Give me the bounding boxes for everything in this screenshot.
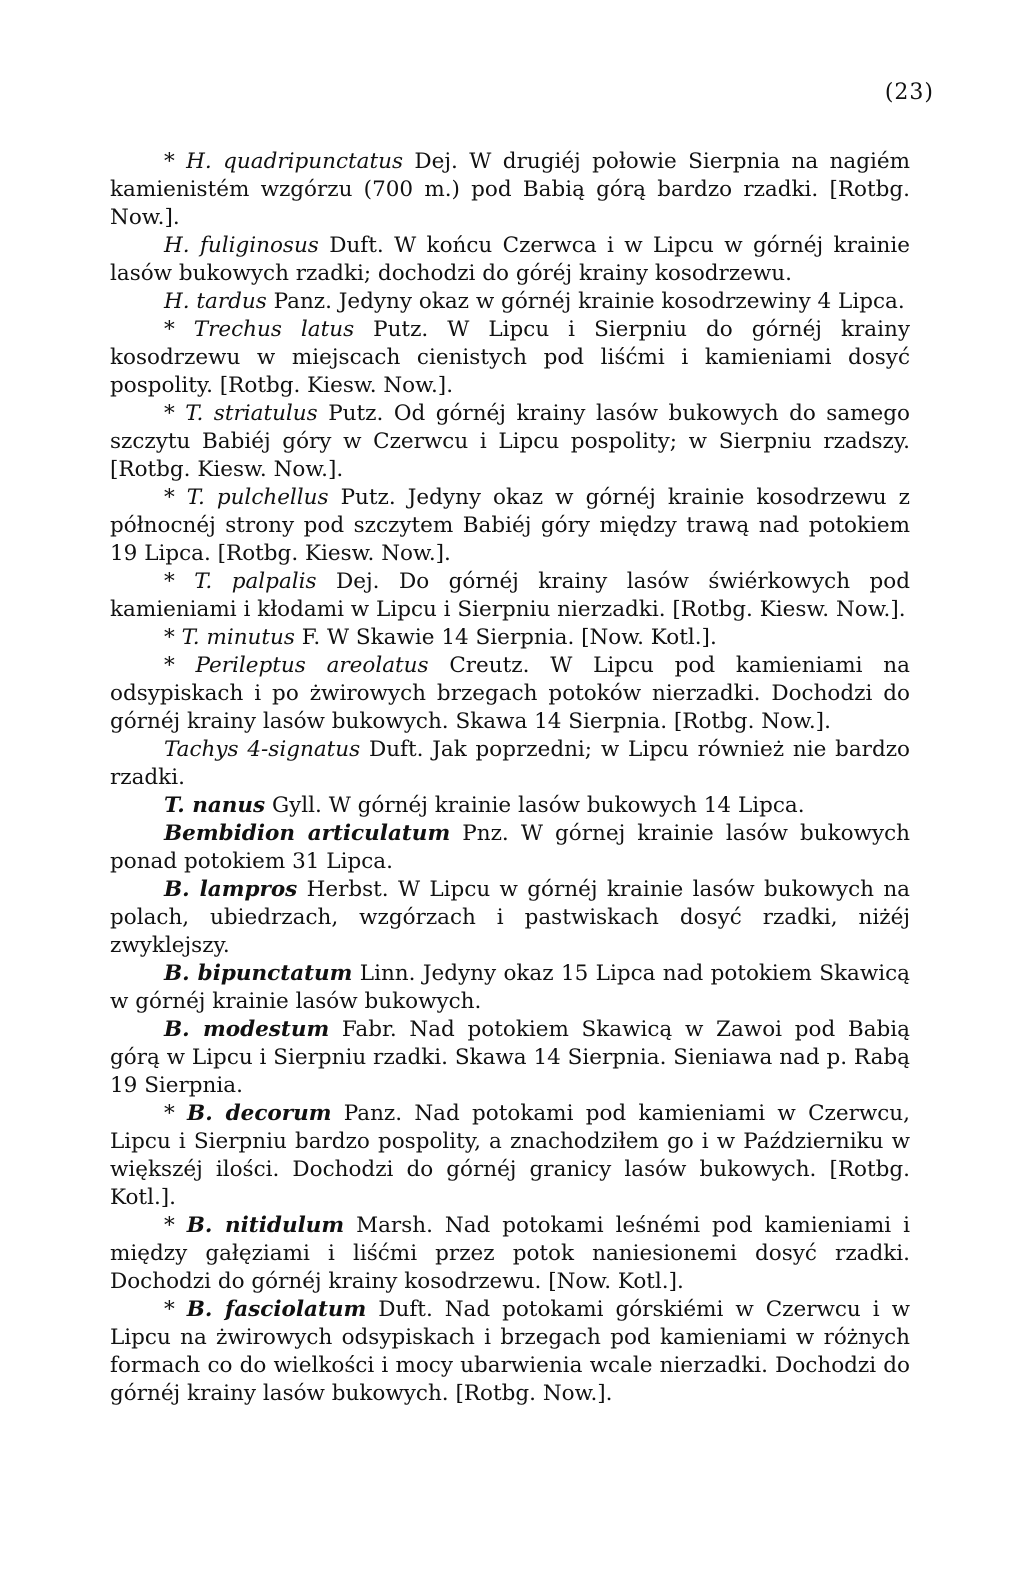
species-name: Perileptus areolatus	[195, 653, 429, 678]
species-entry	[110, 400, 910, 484]
species-entry	[110, 876, 910, 960]
species-description: Herbst. W Lipcu w górnéj krainie lasów bukowych na polach, ubiedrzach, wzgórzach i pastwiskach dosyć rzadki, niżéj zwyklejszy.	[110, 877, 911, 958]
species-entry	[110, 820, 910, 876]
endemic-marker: *	[164, 1297, 187, 1322]
species-name: T. palpalis	[194, 569, 317, 594]
endemic-marker: *	[164, 317, 194, 342]
species-description: Marsh. Nad potokami leśnémi pod kamieniami i między gałęziami i liśćmi przez potok naniesionemi dosyć rzadki. Dochodzi do górnéj krainy kosodrzewu. [Now. Kotl.].	[110, 1213, 910, 1294]
endemic-marker: *	[164, 485, 187, 510]
species-description: Duft. Jak poprzedni; w Lipcu również nie bardzo rzadki.	[110, 737, 910, 790]
species-description: Linn. Jedyny okaz 15 Lipca nad potokiem Skawicą w górnéj krainie lasów bukowych.	[110, 961, 910, 1014]
species-name: B. bipunctatum	[164, 961, 353, 986]
species-entry	[110, 736, 910, 792]
species-entry	[110, 484, 910, 568]
endemic-marker: *	[164, 1213, 187, 1238]
species-name: T. nanus	[164, 793, 266, 818]
species-description: Duft. Nad potokami górskiémi w Czerwcu i w Lipcu na żwirowych odsypiskach i brzegach pod kamieniami w różnych formach co do wielkości i mocy ubarwienia wcale nierzadki. Dochodzi do górnéj krainy lasów bukowych. [Rotbg. Now.].	[110, 1297, 910, 1406]
species-entry	[110, 624, 910, 652]
endemic-marker: *	[164, 569, 195, 594]
species-description: Dej. W drugiéj połowie Sierpnia na nagiém kamienistém wzgórzu (700 m.) pod Babią górą bardzo rzadki. [Rotbg. Now.].	[110, 149, 910, 230]
endemic-marker: *	[164, 625, 182, 650]
species-name: Tachys 4-signatus	[164, 737, 361, 762]
species-description: Putz. Od górnéj krainy lasów bukowych do samego szczytu Babiéj góry w Czerwcu i Lipcu pospolity; w Sierpniu rzadszy. [Rotbg. Kiesw. Now.].	[110, 401, 910, 482]
species-entry	[110, 1016, 910, 1100]
species-entry	[110, 316, 910, 400]
species-entry	[110, 568, 910, 624]
endemic-marker: *	[164, 401, 186, 426]
species-name: H. fuliginosus	[164, 233, 319, 258]
species-entry	[110, 792, 910, 820]
page-number: (23)	[884, 80, 934, 105]
species-entry	[110, 1296, 910, 1408]
species-description: Creutz. W Lipcu pod kamieniami na odsypiskach i po żwirowych brzegach potoków nierzadki. Dochodzi do górnéj krainy lasów bukowych. Skawa 14 Sierpnia. [Rotbg. Now.].	[110, 653, 910, 734]
species-entry	[110, 1100, 910, 1212]
species-name: T. minutus	[181, 625, 295, 650]
species-name: B. lampros	[164, 877, 298, 902]
species-entry	[110, 288, 910, 316]
species-name: Bembidion articulatum	[164, 821, 451, 846]
species-name: T. pulchellus	[186, 485, 329, 510]
endemic-marker: *	[164, 149, 187, 174]
species-list	[110, 148, 910, 1408]
species-name: Trechus latus	[193, 317, 355, 342]
endemic-marker: *	[164, 1101, 188, 1126]
endemic-marker: *	[164, 653, 196, 678]
species-name: B. nitidulum	[186, 1213, 345, 1238]
species-entry	[110, 960, 910, 1016]
species-description: F. W Skawie 14 Sierpnia. [Now. Kotl.].	[294, 625, 717, 650]
species-description: Fabr. Nad potokiem Skawicą w Zawoi pod Babią górą w Lipcu i Sierpniu rzadki. Skawa 14 Sierpnia. Sieniawa nad p. Rabą 19 Sierpnia.	[110, 1017, 910, 1098]
species-entry	[110, 652, 910, 736]
species-description: Pnz. W górnej krainie lasów bukowych ponad potokiem 31 Lipca.	[110, 821, 911, 874]
species-description: Gyll. W górnéj krainie lasów bukowych 14 Lipca.	[265, 793, 805, 818]
species-entry	[110, 1212, 910, 1296]
species-entry	[110, 148, 910, 232]
species-description: Dej. Do górnéj krainy lasów świérkowych pod kamieniami i kłodami w Lipcu i Sierpniu nierzadki. [Rotbg. Kiesw. Now.].	[110, 569, 910, 622]
species-name: T. striatulus	[185, 401, 318, 426]
species-name: B. fasciolatum	[186, 1297, 367, 1322]
species-description: Putz. Jedyny okaz w górnéj krainie kosodrzewu z północnéj strony pod szczytem Babiéj góry między trawą nad potokiem 19 Lipca. [Rotbg. Kiesw. Now.].	[110, 485, 910, 566]
species-description: Putz. W Lipcu i Sierpniu do górnéj krainy kosodrzewu w miejscach cienistych pod liśćmi i kamieniami dosyć pospolity. [Rotbg. Kiesw. Now.].	[110, 317, 910, 398]
species-description: Panz. Jedyny okaz w górnéj krainie kosodrzewiny 4 Lipca.	[266, 289, 905, 314]
species-name: B. decorum	[187, 1101, 332, 1126]
species-description: Panz. Nad potokami pod kamieniami w Czerwcu, Lipcu i Sierpniu bardzo pospolity, a znachodziłem go i w Październiku w większéj ilości. Dochodzi do górnéj granicy lasów bukowych. [Rotbg. Kotl.].	[110, 1101, 910, 1210]
species-description: Duft. W końcu Czerwca i w Lipcu w górnéj krainie lasów bukowych rzadki; dochodzi do góréj krainy kosodrzewu.	[110, 233, 910, 286]
species-entry	[110, 232, 910, 288]
species-name: B. modestum	[164, 1017, 330, 1042]
species-name: H. quadripunctatus	[186, 149, 403, 174]
species-name: H. tardus	[164, 289, 267, 314]
